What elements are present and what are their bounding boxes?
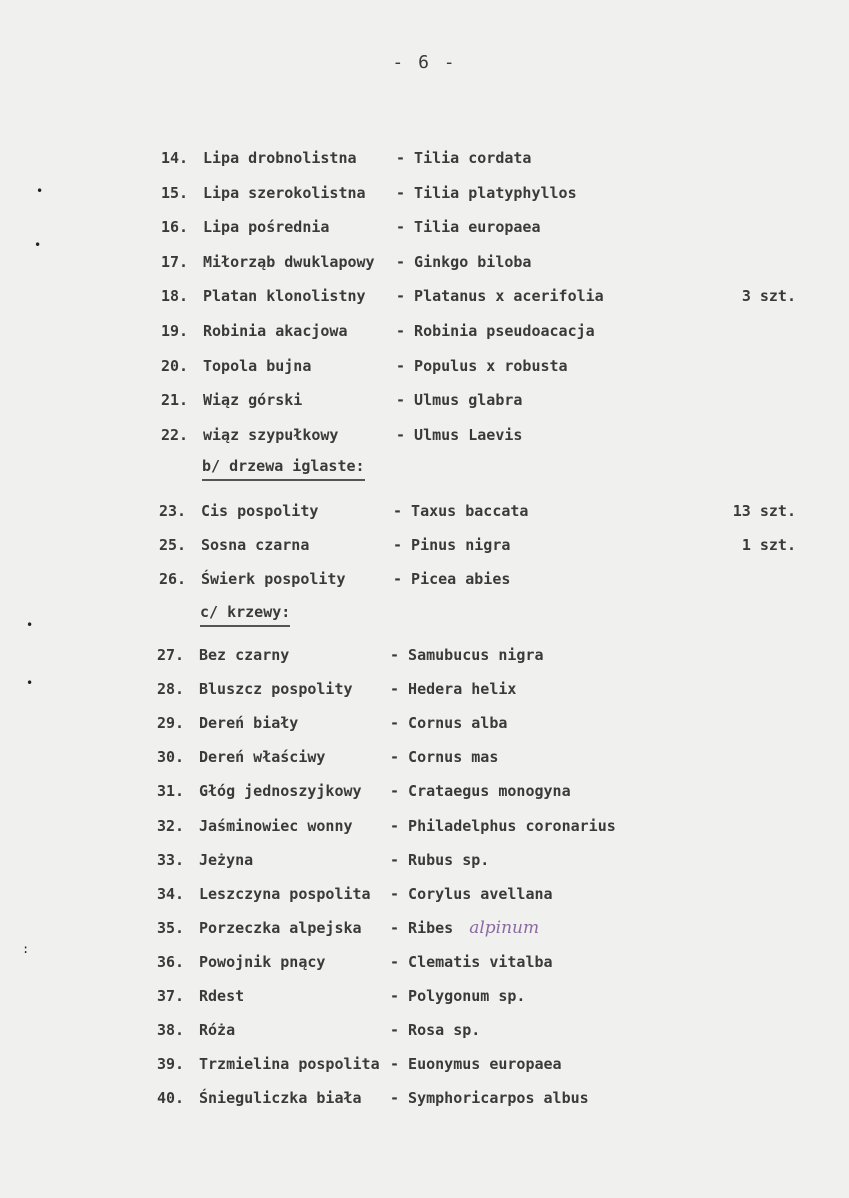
- polish-name: Dereń biały: [199, 714, 299, 733]
- entry-number: 33.: [157, 850, 185, 869]
- entry-number: 30.: [157, 748, 185, 767]
- list-item: [157, 677, 800, 701]
- polish-name: Powojnik pnący: [199, 952, 326, 971]
- list-item: [157, 848, 800, 872]
- latin-name: - Populus x robusta: [396, 356, 568, 375]
- list-item: [161, 181, 800, 205]
- handwritten-note: alpinum: [469, 917, 540, 938]
- entry-number: 40.: [157, 1089, 185, 1108]
- polish-name: Miłorząb dwuklapowy: [203, 252, 375, 271]
- polish-name: Cis pospolity: [201, 502, 319, 520]
- latin-name: - Samubucus nigra: [390, 646, 544, 664]
- list-item: [157, 745, 800, 769]
- latin-name: - Taxus baccata: [393, 502, 529, 520]
- entry-number: 26.: [159, 570, 187, 588]
- list-item: [157, 1086, 800, 1110]
- latin-name: - Picea abies: [393, 570, 511, 588]
- entry-number: 37.: [157, 987, 185, 1005]
- entry-number: 23.: [159, 502, 187, 520]
- entry-number: 14.: [161, 149, 189, 167]
- list-item: [157, 711, 800, 735]
- entry-number: 16.: [161, 218, 189, 237]
- latin-name: - Pinus nigra: [393, 536, 511, 554]
- margin-dot: •: [26, 676, 34, 690]
- entry-number: 36.: [157, 952, 185, 971]
- entry-number: 31.: [157, 782, 185, 801]
- polish-name: Rdest: [199, 987, 245, 1005]
- latin-name: - Crataegus monogyna: [390, 782, 571, 801]
- latin-name: - Rosa sp.: [390, 1021, 481, 1040]
- polish-name: Bez czarny: [199, 646, 290, 664]
- polish-name: Topola bujna: [203, 356, 312, 375]
- polish-name: Dereń właściwy: [199, 748, 326, 767]
- list-item: [161, 250, 800, 274]
- polish-name: Świerk pospolity: [201, 570, 346, 588]
- polish-name: Jaśminowiec wonny: [199, 816, 353, 835]
- polish-name: wiąz szypułkowy: [203, 425, 339, 444]
- list-item: [157, 984, 800, 1008]
- page-number: - 6 -: [392, 52, 457, 73]
- polish-name: Bluszcz pospolity: [199, 680, 353, 699]
- polish-name: Lipa drobnolistna: [203, 149, 357, 167]
- entry-number: 32.: [157, 816, 185, 835]
- latin-name: - Cornus mas: [390, 748, 499, 767]
- list-item: [161, 388, 800, 412]
- entry-number: 20.: [161, 356, 189, 375]
- polish-name: Leszczyna pospolita: [199, 884, 371, 903]
- latin-name: - Tilia platyphyllos: [396, 183, 577, 202]
- list-item: [157, 916, 800, 940]
- list-item: [161, 284, 800, 308]
- latin-name: - Philadelphus coronarius: [390, 816, 616, 835]
- polish-name: Porzeczka alpejska: [199, 918, 362, 937]
- polish-name: Robinia akacjowa: [203, 322, 348, 340]
- margin-dot: :: [22, 942, 30, 956]
- margin-dot: •: [26, 618, 34, 632]
- list-item: [159, 533, 800, 557]
- quantity: 1 szt.: [741, 536, 796, 554]
- entry-number: 28.: [157, 680, 185, 699]
- entry-number: 38.: [157, 1021, 185, 1040]
- polish-name: Trzmielina pospolita: [199, 1055, 380, 1074]
- margin-dot: •: [36, 184, 44, 198]
- latin-name: - Tilia europaea: [396, 218, 541, 237]
- section-shrubs-heading: c/ krzewy:: [200, 601, 290, 627]
- entry-number: 18.: [161, 287, 189, 306]
- entry-number: 17.: [161, 252, 189, 271]
- polish-name: Jeżyna: [199, 850, 254, 869]
- latin-name-group: [390, 916, 539, 940]
- section-conifers-heading: b/ drzewa iglaste:: [202, 455, 365, 481]
- latin-name: - Ulmus Laevis: [396, 425, 523, 444]
- polish-name: Sosna czarna: [201, 536, 310, 554]
- latin-name: - Cornus alba: [390, 714, 508, 733]
- entry-number: 21.: [161, 391, 189, 410]
- quantity: 3 szt.: [741, 287, 796, 306]
- entry-number: 35.: [157, 918, 185, 937]
- polish-name: Wiąz górski: [203, 391, 303, 410]
- polish-name: Śnieguliczka biała: [199, 1089, 362, 1108]
- latin-name: - Euonymus europaea: [390, 1055, 562, 1074]
- latin-name: - Robinia pseudoacacja: [396, 322, 595, 340]
- list-item: [159, 567, 800, 591]
- latin-name: - Ribes: [390, 918, 454, 937]
- entry-number: 29.: [157, 714, 185, 733]
- list-item: [157, 1018, 800, 1042]
- list-item: [157, 643, 800, 667]
- list-item: [157, 779, 800, 803]
- polish-name: Platan klonolistny: [203, 287, 366, 306]
- latin-name: - Clematis vitalba: [390, 952, 553, 971]
- latin-name: - Platanus x acerifolia: [396, 287, 604, 306]
- latin-name: - Symphoricarpos albus: [390, 1089, 589, 1108]
- list-item: [157, 882, 800, 906]
- list-item: [159, 499, 800, 523]
- list-item: [161, 423, 800, 447]
- entry-number: 27.: [157, 646, 185, 664]
- polish-name: Róża: [199, 1021, 236, 1040]
- latin-name: - Ulmus glabra: [396, 391, 523, 410]
- entry-number: 22.: [161, 425, 189, 444]
- latin-name: - Corylus avellana: [390, 884, 553, 903]
- latin-name: - Tilia cordata: [396, 149, 532, 167]
- latin-name: - Rubus sp.: [390, 850, 490, 869]
- entry-number: 25.: [159, 536, 187, 554]
- list-item: [157, 814, 800, 838]
- list-item: [161, 354, 800, 378]
- quantity: 13 szt.: [732, 502, 796, 520]
- entry-number: 19.: [161, 322, 189, 340]
- polish-name: Lipa pośrednia: [203, 218, 330, 237]
- polish-name: Lipa szerokolistna: [203, 183, 366, 202]
- latin-name: - Ginkgo biloba: [396, 252, 532, 271]
- latin-name: - Polygonum sp.: [390, 987, 526, 1005]
- list-item: [161, 319, 800, 343]
- list-item: [161, 146, 800, 170]
- list-item: [161, 215, 800, 239]
- entry-number: 39.: [157, 1055, 185, 1074]
- list-item: [157, 1052, 800, 1076]
- entry-number: 15.: [161, 183, 189, 202]
- entry-number: 34.: [157, 884, 185, 903]
- list-item: [157, 950, 800, 974]
- latin-name: - Hedera helix: [390, 680, 517, 699]
- margin-dot: •: [34, 238, 42, 252]
- polish-name: Głóg jednoszyjkowy: [199, 782, 362, 801]
